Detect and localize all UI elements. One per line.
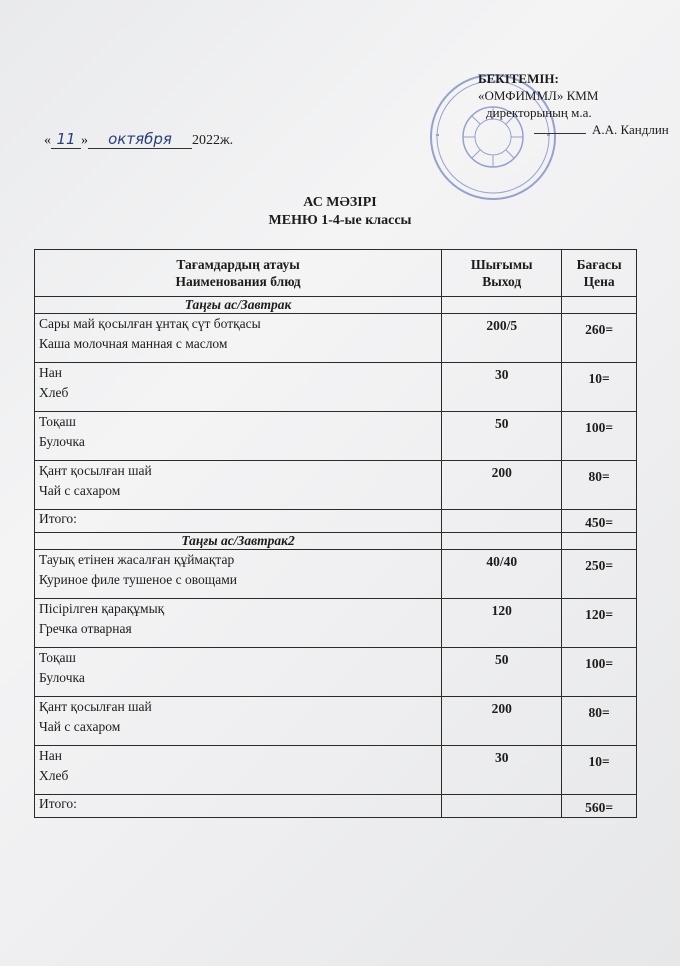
- table-row: [35, 314, 637, 363]
- total-label: Итого:: [35, 795, 442, 818]
- dish-output: 200: [442, 461, 562, 510]
- dish-output: 30: [442, 363, 562, 412]
- total-price: 450=: [562, 510, 637, 533]
- dish-output: 30: [442, 746, 562, 795]
- dish-name-cell: [35, 697, 442, 746]
- total-price: 560=: [562, 795, 637, 818]
- table-row: [35, 697, 637, 746]
- table-row: [35, 550, 637, 599]
- table-row: [35, 461, 637, 510]
- header-price: Бағасы Цена: [562, 250, 637, 297]
- dish-name-cell: [35, 363, 442, 412]
- dish-name-ru: Булочка: [39, 670, 85, 685]
- table-header-row: [35, 250, 637, 297]
- dish-name-ru: Хлеб: [39, 385, 69, 400]
- dish-name-kz: Тауық етінен жасалған құймақтар: [39, 552, 235, 567]
- header-dish-name: Тағамдардың атауы Наименования блюд: [35, 250, 442, 297]
- dish-price: 80=: [562, 697, 637, 746]
- section-header-row: [35, 297, 637, 314]
- approval-block: [478, 70, 669, 138]
- dish-name-ru: Куриное филе тушеное с овощами: [39, 572, 237, 587]
- dish-name-cell: [35, 461, 442, 510]
- dish-name-ru: Булочка: [39, 434, 85, 449]
- dish-price: 120=: [562, 599, 637, 648]
- page-title: [0, 194, 680, 230]
- empty-cell: [562, 297, 637, 314]
- menu-table: [34, 249, 637, 818]
- dish-price: 10=: [562, 746, 637, 795]
- empty-cell: [442, 533, 562, 550]
- date-day: 11: [51, 130, 81, 149]
- dish-name-kz: Қант қосылған шай: [39, 463, 152, 478]
- dish-price: 250=: [562, 550, 637, 599]
- dish-name-cell: [35, 746, 442, 795]
- dish-output: 40/40: [442, 550, 562, 599]
- dish-output: 200/5: [442, 314, 562, 363]
- dish-name-kz: Тоқаш: [39, 650, 76, 665]
- dish-name-ru: Чай с сахаром: [39, 719, 121, 734]
- date-close-quote: »: [81, 133, 88, 148]
- dish-name-cell: [35, 550, 442, 599]
- total-label: Итого:: [35, 510, 442, 533]
- approval-position: директорының м.а.: [486, 105, 592, 120]
- document-date: [44, 130, 233, 149]
- dish-output: 50: [442, 648, 562, 697]
- empty-cell: [442, 795, 562, 818]
- dish-price: 100=: [562, 648, 637, 697]
- dish-name-cell: [35, 648, 442, 697]
- dish-price: 80=: [562, 461, 637, 510]
- dish-output: 50: [442, 412, 562, 461]
- total-row: [35, 510, 637, 533]
- title-line-ru: МЕНЮ 1-4-ые классы: [268, 213, 412, 228]
- dish-name-cell: [35, 599, 442, 648]
- dish-price: 100=: [562, 412, 637, 461]
- section-header-row: [35, 533, 637, 550]
- dish-output: 120: [442, 599, 562, 648]
- section-title: Таңғы ас/Завтрак2: [35, 533, 442, 550]
- title-line-kz: АС МӘЗІРІ: [303, 195, 377, 210]
- table-row: [35, 412, 637, 461]
- dish-name-kz: Қант қосылған шай: [39, 699, 152, 714]
- table-row: [35, 363, 637, 412]
- empty-cell: [442, 297, 562, 314]
- dish-name-kz: Нан: [39, 365, 62, 380]
- empty-cell: [442, 510, 562, 533]
- menu-body: [35, 297, 637, 818]
- approval-signer: А.А. Кандлин: [592, 122, 669, 137]
- dish-name-kz: Тоқаш: [39, 414, 76, 429]
- dish-name-kz: Нан: [39, 748, 62, 763]
- date-month: октября: [88, 130, 192, 149]
- header-output: Шығымы Выход: [442, 250, 562, 297]
- dish-output: 200: [442, 697, 562, 746]
- dish-name-ru: Хлеб: [39, 768, 69, 783]
- signature-line: [534, 133, 586, 134]
- dish-price: 10=: [562, 363, 637, 412]
- dish-name-ru: Гречка отварная: [39, 621, 132, 636]
- dish-name-kz: Пісірілген қарақұмық: [39, 601, 165, 616]
- approval-heading: БЕКІТЕМІН:: [478, 71, 559, 86]
- section-title: Таңғы ас/Завтрак: [35, 297, 442, 314]
- table-row: [35, 648, 637, 697]
- table-row: [35, 746, 637, 795]
- dish-price: 260=: [562, 314, 637, 363]
- date-year: 2022ж.: [192, 133, 234, 148]
- total-row: [35, 795, 637, 818]
- table-row: [35, 599, 637, 648]
- empty-cell: [562, 533, 637, 550]
- approval-org: «ОМФИММЛ» КММ: [478, 88, 599, 103]
- dish-name-kz: Сары май қосылған ұнтақ сүт ботқасы: [39, 316, 261, 331]
- dish-name-ru: Каша молочная манная с маслом: [39, 336, 228, 351]
- dish-name-cell: [35, 314, 442, 363]
- date-open-quote: «: [44, 133, 51, 148]
- approval-signer-line: [534, 121, 669, 138]
- dish-name-cell: [35, 412, 442, 461]
- dish-name-ru: Чай с сахаром: [39, 483, 121, 498]
